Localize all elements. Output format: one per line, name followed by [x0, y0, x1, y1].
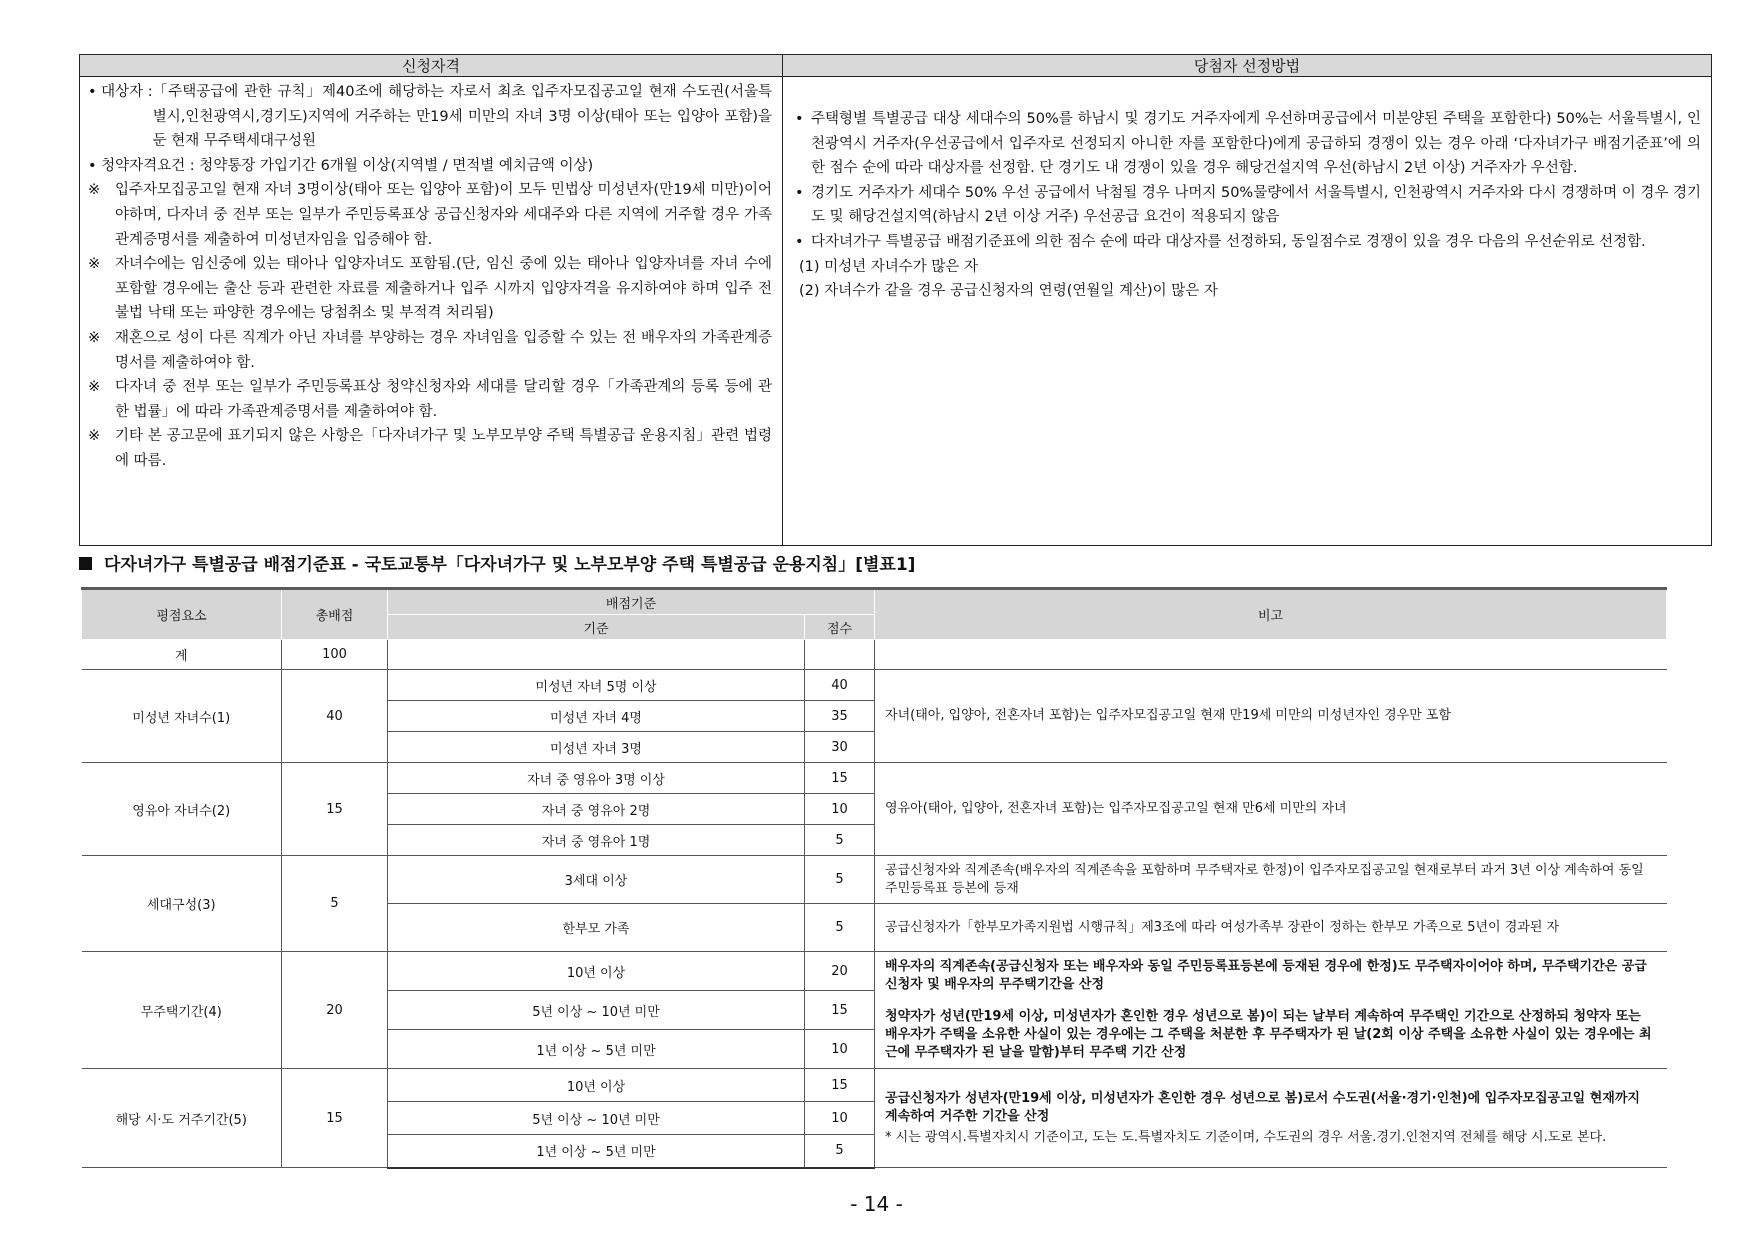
criterion-cell: 미성년 자녀 5명 이상 [388, 670, 805, 701]
remark-gap [885, 994, 1653, 1008]
sum-total: 100 [282, 640, 388, 670]
criterion-cell: 한부모 가족 [388, 904, 805, 952]
eligibility-note [88, 178, 772, 252]
eligibility-header: 신청자격 [80, 55, 783, 77]
points-cell: 5 [805, 1135, 875, 1168]
total-cell: 20 [282, 952, 388, 1069]
empty-cell [388, 640, 805, 670]
eligibility-note [88, 326, 772, 375]
points-cell: 10 [805, 1102, 875, 1135]
header-criteria-group: 배점기준 [388, 589, 875, 615]
points-cell: 10 [805, 794, 875, 825]
remark-cell: 공급신청자가「한부모가족지원법 시행규칙」제3조에 따라 여성가족부 장관이 정하는 한부모 가족으로 5년이 경과된 자 [875, 904, 1667, 952]
bullet-marker: • [795, 111, 804, 127]
note-marker: ※ [88, 329, 101, 346]
eligibility-table [79, 54, 1712, 546]
selection-text: 다자녀가구 특별공급 배점기준표에 의한 점수 순에 따라 대상자를 선정하되, 동일점수로 경쟁이 있을 경우 다음의 우선순위로 선정함. [811, 233, 1646, 250]
selection-item [795, 181, 1701, 230]
header-remarks: 비고 [875, 589, 1667, 640]
selection-header: 당첨자 선정방법 [783, 55, 1712, 77]
criterion-cell: 5년 이상 ~ 10년 미만 [388, 991, 805, 1030]
criterion-cell: 자녀 중 영유아 3명 이상 [388, 763, 805, 794]
criterion-cell: 3세대 이상 [388, 856, 805, 904]
remark-cell [875, 952, 1667, 1069]
note-marker: ※ [88, 256, 101, 273]
eligibility-note [88, 424, 772, 473]
empty-cell [805, 640, 875, 670]
note-marker: ※ [88, 379, 101, 396]
points-cell: 15 [805, 991, 875, 1030]
target-text: 「주택공급에 관한 규칙」제40조에 해당하는 자로서 최초 입주자모집공고일 현재 수도권(서울특별시,인천광역시,경기도)지역에 거주하는 만19세 미만의 자녀 3명 이상(태아 또는 입양아 포함)을 둔 현재 무주택세대구성원 [152, 84, 772, 150]
points-cell: 5 [805, 825, 875, 856]
header-points: 점수 [805, 615, 875, 640]
points-cell: 35 [805, 701, 875, 732]
table-row [82, 763, 1667, 794]
selection-cell [783, 77, 1712, 546]
header-total: 총배점 [282, 589, 388, 640]
remark-cell [875, 1069, 1667, 1168]
selection-item [795, 230, 1701, 255]
points-cell: 15 [805, 763, 875, 794]
remark-cell: 자녀(태아, 입양아, 전혼자녀 포함)는 입주자모집공고일 현재 만19세 미만의 미성년자인 경우만 포함 [875, 670, 1667, 763]
total-cell: 15 [282, 763, 388, 856]
criterion-cell: 1년 이상 ~ 5년 미만 [388, 1135, 805, 1168]
remark-text: 공급신청자가 성년자(만19세 이상, 미성년자가 혼인한 경우 성년으로 봄)로서 수도권(서울·경기·인천)에 입주자모집공고일 현재까지 계속하여 거주한 기간을 산정 [885, 1090, 1640, 1124]
note-text: 기타 본 공고문에 표기되지 않은 사항은「다자녀가구 및 노부모부양 주택 특별공급 운용지침」관련 법령에 따름. [115, 428, 772, 469]
sum-label: 계 [82, 640, 282, 670]
note-marker: ※ [88, 182, 101, 199]
eligibility-deposit: • 청약자격요건 : 청약통장 가입기간 6개월 이상(지역별 / 면적별 예치금액 이상) [88, 157, 594, 174]
selection-text: 주택형별 특별공급 대상 세대수의 50%를 하남시 및 경기도 거주자에게 우선하며공급에서 미분양된 주택을 포함한다) 50%는 서울특별시, 인천광역시 거주자(우선공급에서 입주자로 선정되지 아니한 자를 포함한다)에게 공급하되 경쟁이 있는 경우 아래 ‘다자녀가구 배점기준표’에 의한 점수 순에 따라 대상자를 선정함. 단 경기도 내 경쟁이 있을 경우 해당건설지역 우선(하남시 2년 이상) 거주자가 우선함. [811, 111, 1701, 177]
section-title-text: 다자녀가구 특별공급 배점기준표 - 국토교통부「다자녀가구 및 노부모부양 주택 특별공급 운용지침」[별표1] [104, 555, 916, 575]
empty-cell [875, 640, 1667, 670]
table-row [82, 640, 1667, 670]
priority-item: (1) 미성년 자녀수가 많은 자 [799, 258, 979, 275]
target-label: • 대상자 : [88, 84, 153, 100]
points-cell: 5 [805, 856, 875, 904]
note-text: 다자녀 중 전부 또는 일부가 주민등록표상 청약신청자와 세대를 달리할 경우「가족관계의 등록 등에 관한 법률」에 따라 가족관계증명서를 제출하여야 함. [115, 379, 772, 420]
criterion-cell: 5년 이상 ~ 10년 미만 [388, 1102, 805, 1135]
priority-item: (2) 자녀수가 같을 경우 공급신청자의 연령(연월일 계산)이 많은 자 [799, 283, 1218, 300]
criterion-cell: 미성년 자녀 3명 [388, 732, 805, 763]
total-cell: 5 [282, 856, 388, 952]
criterion-cell: 자녀 중 영유아 1명 [388, 825, 805, 856]
table-row [82, 1069, 1667, 1102]
bullet-marker: • [795, 233, 804, 250]
note-text: 입주자모집공고일 현재 자녀 3명이상(태아 또는 입양아 포함)이 모두 민법상 미성년자(만19세 미만)이어야하며, 다자녀 중 전부 또는 일부가 주민등록표상 공급신청자와 세대주와 다른 지역에 거주할 경우 가족관계증명서를 제출하여 미성년자임을 입증해야 함. [115, 182, 772, 248]
note-marker: ※ [88, 428, 101, 445]
points-cell: 20 [805, 952, 875, 991]
factor-cell: 무주택기간(4) [82, 952, 282, 1069]
total-cell: 40 [282, 670, 388, 763]
factor-cell: 영유아 자녀수(2) [82, 763, 282, 856]
remark-text: 배우자의 직계존속(공급신청자 또는 배우자와 동일 주민등록표등본에 등재된 경우에 한정)도 무주택자이어야 하며, 무주택기간은 공급신청자 및 배우자의 무주택기간을 산정 [885, 959, 1647, 992]
factor-cell: 미성년 자녀수(1) [82, 670, 282, 763]
points-cell: 15 [805, 1069, 875, 1102]
header-factor: 평점요소 [82, 589, 282, 640]
selection-item [795, 107, 1701, 181]
square-bullet-icon [79, 557, 92, 570]
criterion-cell: 미성년 자녀 4명 [388, 701, 805, 732]
note-text: 재혼으로 성이 다른 직계가 아닌 자녀를 부양하는 경우 자녀임을 입증할 수 있는 전 배우자의 가족관계증명서를 제출하여야 함. [115, 329, 772, 371]
selection-text: 경기도 거주자가 세대수 50% 우선 공급에서 낙첨될 경우 나머지 50%물량에서 서울특별시, 인천광역시 거주자와 다시 경쟁하며 이 경우 경기도 및 해당건설지역(하남시 2년 이상 거주) 우선공급 요건이 적용되지 않음 [811, 184, 1701, 226]
table-row [82, 952, 1667, 991]
eligibility-note [88, 375, 772, 424]
table-row [82, 856, 1667, 904]
page-number: - 14 - [850, 1192, 903, 1216]
points-cell: 40 [805, 670, 875, 701]
total-cell: 15 [282, 1069, 388, 1168]
factor-cell: 세대구성(3) [82, 856, 282, 952]
bullet-marker: • [795, 184, 804, 201]
criterion-cell: 1년 이상 ~ 5년 미만 [388, 1030, 805, 1069]
criterion-cell: 자녀 중 영유아 2명 [388, 794, 805, 825]
eligibility-note [88, 252, 772, 326]
points-cell: 30 [805, 732, 875, 763]
score-table [81, 587, 1667, 1169]
table-row [82, 670, 1667, 701]
section-title [79, 550, 915, 575]
remark-cell: 영유아(태아, 입양아, 전혼자녀 포함)는 입주자모집공고일 현재 만6세 미만의 자녀 [875, 763, 1667, 856]
note-text: 자녀수에는 임신중에 있는 태아나 입양자녀도 포함됨.(단, 임신 중에 있는 태아나 입양자녀를 자녀 수에 포함할 경우에는 출산 등과 관련한 자료를 제출하거나 입주 시까지 입양자격을 유지하여야 하며 입주 전 불법 낙태 또는 파양한 경우에는 당첨취소 및 부적격 처리됨) [115, 256, 772, 322]
header-criteria: 기준 [388, 615, 805, 640]
factor-cell: 해당 시·도 거주기간(5) [82, 1069, 282, 1168]
remark-subnote: * 시는 광역시.특별자치시 기준이고, 도는 도.특별자치도 기준이며, 수도권의 경우 서울.경기.인천지역 전체를 해당 시.도로 본다. [885, 1129, 1607, 1145]
criterion-cell: 10년 이상 [388, 952, 805, 991]
remark-text: 청약자가 성년(만19세 이상, 미성년자가 혼인한 경우 성년으로 봄)이 되는 날부터 계속하여 무주택인 기간으로 산정하되 청약자 또는 배우자가 주택을 소유한 사실이 있는 경우에는 그 주택을 처분한 후 무주택자가 된 날(2회 이상 주택을 소유한 사실이 있는 경우에는 최근에 무주택자가 된 날을 말함)부터 무주택 기간 산정 [885, 1009, 1652, 1060]
points-cell: 10 [805, 1030, 875, 1069]
eligibility-target [88, 80, 772, 154]
criterion-cell: 10년 이상 [388, 1069, 805, 1102]
eligibility-cell [80, 77, 783, 546]
remark-cell: 공급신청자와 직계존속(배우자의 직계존속을 포함하며 무주택자로 한정)이 입주자모집공고일 현재로부터 과거 3년 이상 계속하여 동일 주민등록표 등본에 등재 [875, 856, 1667, 904]
points-cell: 5 [805, 904, 875, 952]
